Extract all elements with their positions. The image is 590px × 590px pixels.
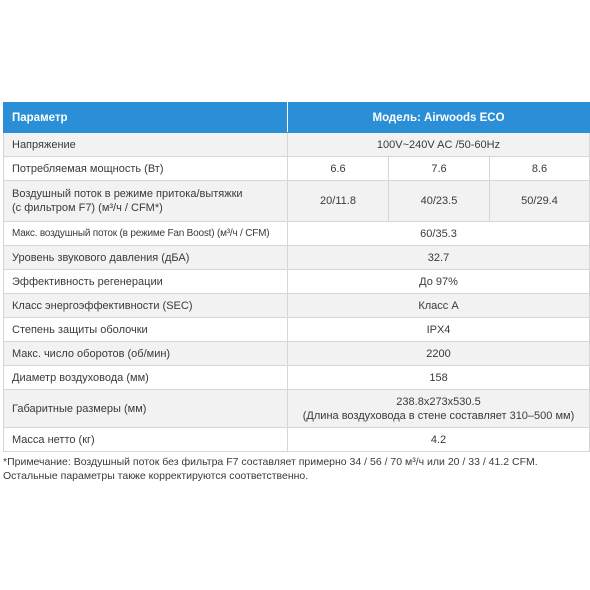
row-value: 50/29.4 xyxy=(490,181,590,222)
footnote-line: *Примечание: Воздушный поток без фильтра F7 составляет примерно 34 / 56 / 70 м³/ч или 20 / 33 / 41.2 CFM. xyxy=(3,456,538,468)
table-row xyxy=(4,246,590,270)
table-row xyxy=(4,294,590,318)
row-label: Уровень звукового давления (дБА) xyxy=(4,246,288,270)
row-value: 2200 xyxy=(288,342,590,366)
footnote xyxy=(3,455,589,483)
row-label: Диаметр воздуховода (мм) xyxy=(4,366,288,390)
row-value: 32.7 xyxy=(288,246,590,270)
table-row xyxy=(4,318,590,342)
row-value: 40/23.5 xyxy=(389,181,490,222)
row-label: Напряжение xyxy=(4,133,288,157)
table-row xyxy=(4,133,590,157)
table-row xyxy=(4,157,590,181)
spec-table xyxy=(3,102,590,452)
row-value: 100V~240V AC /50-60Hz xyxy=(288,133,590,157)
row-value: Класс А xyxy=(288,294,590,318)
row-label: Степень защиты оболочки xyxy=(4,318,288,342)
table-row xyxy=(4,342,590,366)
row-value: 4.2 xyxy=(288,428,590,452)
row-label-line: (с фильтром F7) (м³/ч / CFM*) xyxy=(12,202,163,214)
row-label: Эффективность регенерации xyxy=(4,270,288,294)
row-value: 6.6 xyxy=(288,157,389,181)
header-model: Модель: Airwoods ECO xyxy=(288,103,590,133)
row-value xyxy=(288,390,590,428)
row-value: До 97% xyxy=(288,270,590,294)
table-row xyxy=(4,428,590,452)
row-value: 8.6 xyxy=(490,157,590,181)
row-label: Макс. число оборотов (об/мин) xyxy=(4,342,288,366)
row-label: Масса нетто (кг) xyxy=(4,428,288,452)
row-label: Класс энергоэффективности (SEC) xyxy=(4,294,288,318)
header-param: Параметр xyxy=(4,103,288,133)
row-label: Макс. воздушный поток (в режиме Fan Boost) (м³/ч / CFM) xyxy=(4,222,288,246)
footnote-line: Остальные параметры также корректируются соответственно. xyxy=(3,470,309,482)
row-value: 20/11.8 xyxy=(288,181,389,222)
row-value-line: (Длина воздуховода в стене составляет 310–500 мм) xyxy=(302,409,575,422)
row-value: IPX4 xyxy=(288,318,590,342)
row-label-line: Воздушный поток в режиме притока/вытяжки xyxy=(12,188,243,200)
row-label: Потребляемая мощность (Вт) xyxy=(4,157,288,181)
table-row xyxy=(4,222,590,246)
table-row xyxy=(4,390,590,428)
table-row xyxy=(4,270,590,294)
table-row xyxy=(4,366,590,390)
row-value-line: 238.8x273x530.5 xyxy=(396,395,481,408)
row-label xyxy=(4,181,288,222)
table-row xyxy=(4,181,590,222)
row-value: 158 xyxy=(288,366,590,390)
row-value: 7.6 xyxy=(389,157,490,181)
row-value: 60/35.3 xyxy=(288,222,590,246)
row-label: Габаритные размеры (мм) xyxy=(4,390,288,428)
header-row xyxy=(4,103,590,133)
